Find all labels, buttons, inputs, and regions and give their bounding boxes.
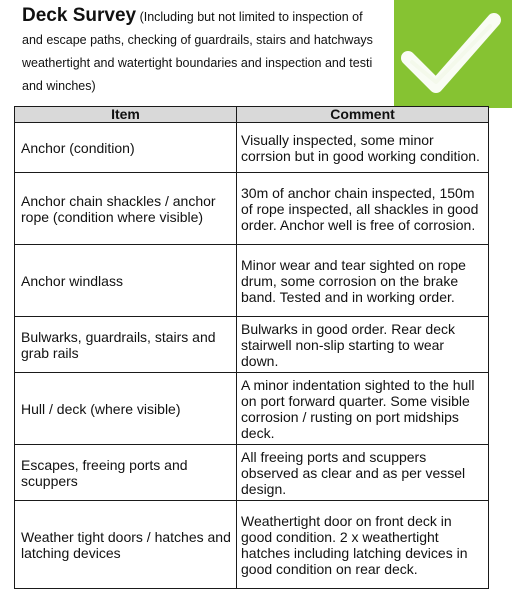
scope-text-line-2: and escape paths, checking of guardrails, stairs and hatchways xyxy=(22,33,373,47)
section-title: Deck Survey xyxy=(22,5,137,26)
table-header-row xyxy=(15,107,489,123)
table-row xyxy=(15,373,489,445)
scope-text-line-4: and winches) xyxy=(22,79,96,93)
column-header-item: Item xyxy=(15,107,237,123)
item-cell: Anchor windlass xyxy=(15,245,237,317)
checkmark-icon xyxy=(394,0,512,108)
column-header-comment: Comment xyxy=(237,107,489,123)
item-cell: Weather tight doors / hatches and latching devices xyxy=(15,501,237,589)
comment-cell: All freeing ports and scuppers observed as clear and as per vessel design. xyxy=(237,445,489,501)
table-row xyxy=(15,123,489,173)
item-cell: Anchor chain shackles / anchor rope (condition where visible) xyxy=(15,173,237,245)
comment-cell: Visually inspected, some minor corrsion but in good working condition. xyxy=(237,123,489,173)
table-row xyxy=(15,245,489,317)
item-cell: Hull / deck (where visible) xyxy=(15,373,237,445)
table-row xyxy=(15,173,489,245)
table-row xyxy=(15,317,489,373)
comment-cell: Weathertight door on front deck in good condition. 2 x weathertight hatches including latching devices in good condition on rear deck. xyxy=(237,501,489,589)
scope-text-line-3: weathertight and watertight boundaries and inspection and testi xyxy=(22,56,373,70)
comment-cell: 30m of anchor chain inspected, 150m of rope inspected, all shackles in good order. Anchor well is free of corrosion. xyxy=(237,173,489,245)
scope-text-line-1: (Including but not limited to inspection of xyxy=(139,10,363,24)
item-cell: Bulwarks, guardrails, stairs and grab rails xyxy=(15,317,237,373)
table-row xyxy=(15,501,489,589)
table-row xyxy=(15,445,489,501)
comment-cell: Bulwarks in good order. Rear deck stairwell non-slip starting to wear down. xyxy=(237,317,489,373)
approved-badge xyxy=(394,0,512,108)
item-cell: Anchor (condition) xyxy=(15,123,237,173)
deck-survey-table xyxy=(14,106,489,589)
comment-cell: A minor indentation sighted to the hull on port forward quarter. Some visible corrosion / rusting on port midships deck. xyxy=(237,373,489,445)
comment-cell: Minor wear and tear sighted on rope drum, some corrosion on the brake band. Tested and in working order. xyxy=(237,245,489,317)
item-cell: Escapes, freeing ports and scuppers xyxy=(15,445,237,501)
